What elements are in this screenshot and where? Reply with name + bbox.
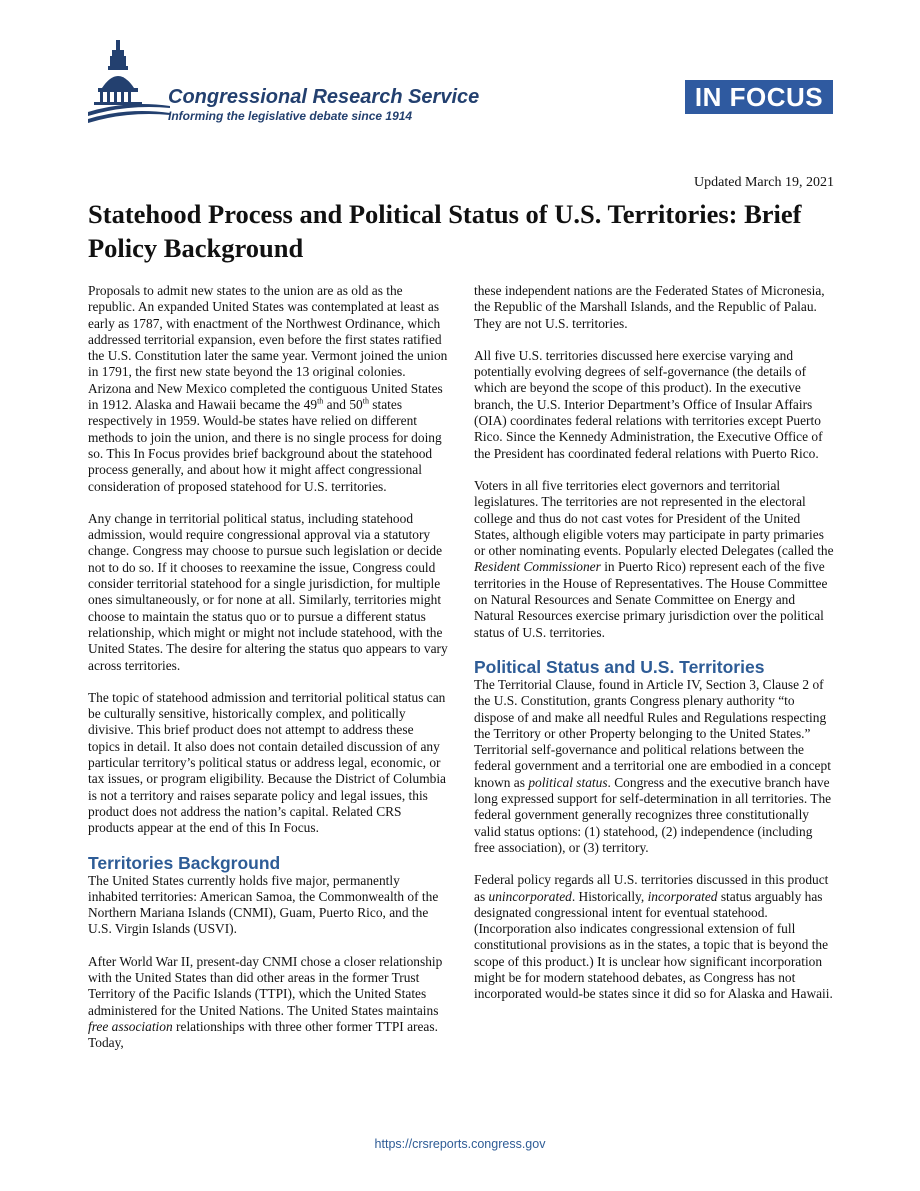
- footer-url-link[interactable]: https://crsreports.congress.gov: [374, 1137, 546, 1151]
- paragraph-incorporation: Federal policy regards all U.S. territories discussed in this product as unincorporated. Historically, incorporated status arguably has designated congressional intent for eventual statehood. (Incorporation also indicates congressional extension of full constitutional provisions as in the states, a topic that is beyond the scope of this product.) It is unclear how significant incorporation might be for modern statehood debates, as Congress has not incorporated would-be states since it did so for Alaska and Hawaii.: [474, 872, 833, 1002]
- page-header: [0, 0, 920, 150]
- document-title: Statehood Process and Political Status of U.S. Territories: Brief Policy Background: [88, 199, 802, 263]
- right-column: [474, 283, 834, 1019]
- paragraph-status-change: Any change in territorial political status, including statehood admission, would require congressional approval via a statutory change. Congress may choose to pursue such legislation or decide not to do so. If it chooses to reexamine the issue, Congress could consider territorial statehood for a single jurisdiction, for multiple ones simultaneously, or for none at all. Similarly, territories might choose to maintain the status quo or to pursue a different status relationship, which might or might not include statehood, with the United States. The desire for altering the status quo appears to vary across territories.: [88, 510, 448, 673]
- left-column: [88, 283, 448, 1067]
- paragraph-voters: Voters in all five territories elect governors and territorial legislatures. The territories are not represented in the electoral college and thus do not cast votes for President of the United States, although eligible voters may participate in party primaries or other nominating events. Popularly elected Delegates (called the Resident Commissioner in Puerto Rico) represent each of the five territories in the House of Representatives. The House Committee on Natural Resources and Senate Committee on Energy and Natural Resources exercise primary jurisdiction over the political status of U.S. territories.: [474, 477, 834, 640]
- in-focus-badge: IN FOCUS: [685, 80, 833, 114]
- paragraph-independent-nations: these independent nations are the Federated States of Micronesia, the Republic of the Marshall Islands, and the Republic of Palau. They are not U.S. territories.: [474, 283, 825, 331]
- paragraph-five-territories: The United States currently holds five major, permanently inhabited territories: American Samoa, the Commonwealth of the Northern Mariana Islands (CNMI), Guam, Puerto Rico, and the U.S. Virgin Islands (USVI).: [88, 872, 439, 937]
- paragraph-territorial-clause: The Territorial Clause, found in Article IV, Section 3, Clause 2 of the U.S. Constitution, grants Congress plenary authority “to dispose of and make all needful Rules and Regulations respecting the Territory or other Property belonging to the United States.” Territorial self-governance and political relations between the federal government and a territorial one are embodied in a concept known as political status. Congress and the executive branch have long expressed support for self-determination in all territories. The federal government generally recognizes three constitutionally valid status options: (1) statehood, (2) independence (including free association), or (3) territory.: [474, 676, 832, 855]
- crs-brand: [168, 86, 479, 124]
- org-name: Congressional Research Service: [168, 86, 480, 108]
- heading-territories-background: Territories Background: [88, 852, 281, 873]
- heading-political-status: Political Status and U.S. Territories: [474, 656, 765, 677]
- paragraph-intro: Proposals to admit new states to the union are as old as the republic. An expanded United States was contemplated at least as early as 1787, with enactment of the Northwest Ordinance, which addressed territorial expansion, even before the first states ratified the U.S. Constitution later the same year. Vermont joined the union in 1791, the first new state beyond the 13 original colonies. Arizona and New Mexico completed the contiguous United States in 1912. Alaska and Hawaii became the 49th and 50th states respectively in 1959. Would-be states have relied on different methods to join the union, and there is no single process for doing so. This In Focus provides brief background about the statehood process generally, and about how it might affect congressional consideration of proposed statehood for U.S. territories.: [88, 283, 448, 494]
- paragraph-cnmi: After World War II, present-day CNMI chose a closer relationship with the United States than did other areas in the former Trust Territory of the Pacific Islands (TTPI), which the United States administered for the United Nations. The United States maintains free association relationships with three other former TTPI areas. Today,: [88, 953, 443, 1051]
- paragraph-self-governance: All five U.S. territories discussed here exercise varying and potentially evolving degrees of self-governance (the details of which are beyond the scope of this product). In the executive branch, the U.S. Interior Department’s Office of Insular Affairs (OIA) coordinates federal relations with territories except Puerto Rico. Since the Kennedy Administration, the Executive Office of the President has coordinated federal relations with Puerto Rico.: [474, 347, 823, 461]
- org-tagline: Informing the legislative debate since 1914: [168, 109, 413, 123]
- paragraph-scope: The topic of statehood admission and territorial political status can be culturally sensitive, historically complex, and politically divisive. This brief product does not attempt to address these topics in detail. It also does not contain detailed discussion of any particular territory’s political status or address legal, economic, or tax issues, or program eligibility. Because the District of Columbia is not a territory and raises separate policy and legal issues, this product does not address the nation’s capital. Related CRS products appear at the end of this In Focus.: [88, 689, 447, 836]
- updated-date: Updated March 19, 2021: [694, 175, 834, 190]
